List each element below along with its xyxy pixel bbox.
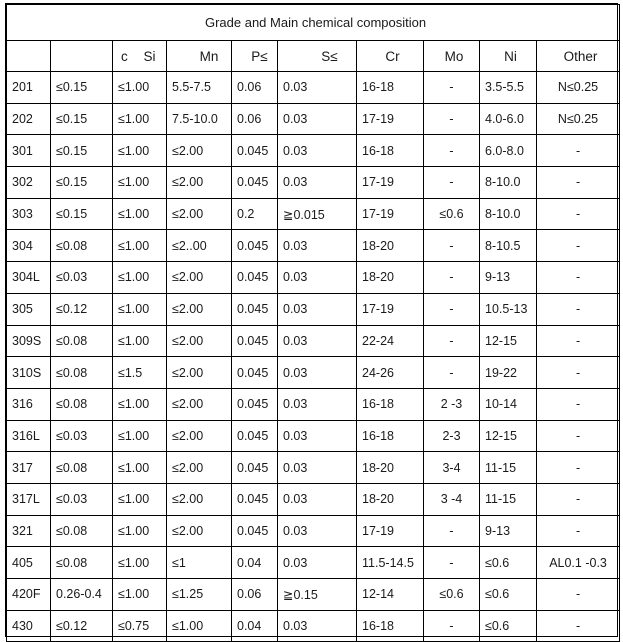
cell-ni: 8-10.5 xyxy=(480,230,537,262)
cell-p: 0.04 xyxy=(232,610,278,642)
table-row xyxy=(7,198,620,230)
cell-s: 0.03 xyxy=(278,167,357,199)
cell-mn: ≤2.00 xyxy=(167,515,232,547)
cell-mn: ≤2.00 xyxy=(167,452,232,484)
cell-other: - xyxy=(537,198,620,230)
cell-p: 0.045 xyxy=(232,357,278,389)
cell-mn: 7.5-10.0 xyxy=(167,103,232,135)
cell-ni: 9-13 xyxy=(480,262,537,294)
cell-other: - xyxy=(537,420,620,452)
cell-mo: - xyxy=(424,135,480,167)
cell-c: ≤0.15 xyxy=(51,72,113,104)
cell-si: ≤1.00 xyxy=(113,262,167,294)
header-row xyxy=(7,41,620,72)
cell-c: ≤0.15 xyxy=(51,198,113,230)
table-row xyxy=(7,388,620,420)
cell-c: ≤0.08 xyxy=(51,547,113,579)
cell-si: ≤1.00 xyxy=(113,483,167,515)
cell-s: 0.03 xyxy=(278,483,357,515)
cell-ni: 8-10.0 xyxy=(480,198,537,230)
header-cr: Cr xyxy=(357,41,424,72)
cell-grade: 303 xyxy=(7,198,51,230)
cell-grade: 309S xyxy=(7,325,51,357)
table-row xyxy=(7,293,620,325)
header-other: Other xyxy=(537,41,620,72)
cell-p: 0.06 xyxy=(232,103,278,135)
header-grade xyxy=(7,41,51,72)
cell-other: - xyxy=(537,610,620,642)
cell-cr: 18-20 xyxy=(357,230,424,262)
cell-p: 0.04 xyxy=(232,547,278,579)
cell-ni: ≤0.6 xyxy=(480,610,537,642)
cell-s: ≧0.15 xyxy=(278,579,357,611)
header-ni: Ni xyxy=(480,41,537,72)
cell-other: - xyxy=(537,483,620,515)
cell-mo: - xyxy=(424,167,480,199)
cell-s: 0.03 xyxy=(278,262,357,294)
cell-p: 0.045 xyxy=(232,483,278,515)
cell-mn: ≤2.00 xyxy=(167,483,232,515)
cell-p: 0.045 xyxy=(232,325,278,357)
composition-table-frame xyxy=(5,3,618,637)
cell-mo: - xyxy=(424,230,480,262)
cell-mn: ≤2..00 xyxy=(167,230,232,262)
cell-p: 0.045 xyxy=(232,293,278,325)
cell-si: ≤1.00 xyxy=(113,420,167,452)
cell-ni: 12-15 xyxy=(480,325,537,357)
cell-p: 0.045 xyxy=(232,515,278,547)
cell-mn: 5.5-7.5 xyxy=(167,72,232,104)
cell-p: 0.045 xyxy=(232,262,278,294)
table-row xyxy=(7,547,620,579)
cell-mo: - xyxy=(424,103,480,135)
cell-si: ≤1.00 xyxy=(113,547,167,579)
header-mo: Mo xyxy=(424,41,480,72)
cell-s: 0.03 xyxy=(278,610,357,642)
cell-mo: - xyxy=(424,515,480,547)
cell-si: ≤1.00 xyxy=(113,135,167,167)
cell-mo: 3-4 xyxy=(424,452,480,484)
cell-si: ≤1.00 xyxy=(113,167,167,199)
cell-mn: ≤2.00 xyxy=(167,167,232,199)
cell-grade: 310S xyxy=(7,357,51,389)
cell-ni: 12-15 xyxy=(480,420,537,452)
cell-mo: - xyxy=(424,357,480,389)
cell-other: - xyxy=(537,167,620,199)
cell-cr: 24-26 xyxy=(357,357,424,389)
cell-grade: 302 xyxy=(7,167,51,199)
cell-mo: - xyxy=(424,293,480,325)
header-si: Si xyxy=(113,41,167,72)
cell-si: ≤1.00 xyxy=(113,72,167,104)
cell-si: ≤1.5 xyxy=(113,357,167,389)
cell-grade: 317 xyxy=(7,452,51,484)
cell-grade: 316 xyxy=(7,388,51,420)
table-row xyxy=(7,262,620,294)
cell-other: - xyxy=(537,452,620,484)
cell-other: - xyxy=(537,262,620,294)
cell-mn: ≤1.25 xyxy=(167,579,232,611)
cell-cr: 18-20 xyxy=(357,483,424,515)
table-row xyxy=(7,579,620,611)
cell-c: ≤0.08 xyxy=(51,452,113,484)
cell-c: ≤0.03 xyxy=(51,420,113,452)
cell-other: AL0.1 -0.3 xyxy=(537,547,620,579)
cell-grade: 430 xyxy=(7,610,51,642)
table-row xyxy=(7,610,620,642)
header-mn: Mn xyxy=(167,41,232,72)
cell-other: - xyxy=(537,325,620,357)
table-row xyxy=(7,357,620,389)
cell-s: 0.03 xyxy=(278,103,357,135)
cell-mn: ≤2.00 xyxy=(167,198,232,230)
cell-ni: 6.0-8.0 xyxy=(480,135,537,167)
cell-mo: - xyxy=(424,547,480,579)
cell-cr: 17-19 xyxy=(357,103,424,135)
cell-si: ≤1.00 xyxy=(113,293,167,325)
cell-mo: ≤0.6 xyxy=(424,579,480,611)
cell-s: 0.03 xyxy=(278,135,357,167)
cell-mn: ≤2.00 xyxy=(167,388,232,420)
cell-grade: 304 xyxy=(7,230,51,262)
cell-grade: 317L xyxy=(7,483,51,515)
cell-si: ≤0.75 xyxy=(113,610,167,642)
cell-grade: 201 xyxy=(7,72,51,104)
table-row xyxy=(7,452,620,484)
cell-s: ≧0.015 xyxy=(278,198,357,230)
cell-cr: 17-19 xyxy=(357,198,424,230)
cell-mn: ≤2.00 xyxy=(167,262,232,294)
cell-cr: 17-19 xyxy=(357,167,424,199)
cell-mn: ≤1 xyxy=(167,547,232,579)
cell-ni: ≤0.6 xyxy=(480,547,537,579)
cell-mn: ≤2.00 xyxy=(167,135,232,167)
cell-mo: - xyxy=(424,325,480,357)
table-row xyxy=(7,325,620,357)
cell-si: ≤1.00 xyxy=(113,103,167,135)
cell-c: ≤0.12 xyxy=(51,293,113,325)
cell-mo: 3 -4 xyxy=(424,483,480,515)
cell-ni: 10-14 xyxy=(480,388,537,420)
cell-c: ≤0.15 xyxy=(51,103,113,135)
cell-p: 0.045 xyxy=(232,452,278,484)
cell-cr: 16-18 xyxy=(357,610,424,642)
cell-s: 0.03 xyxy=(278,325,357,357)
cell-p: 0.045 xyxy=(232,135,278,167)
header-s: S≤ xyxy=(278,41,357,72)
cell-s: 0.03 xyxy=(278,388,357,420)
table-row xyxy=(7,230,620,262)
cell-c: ≤0.15 xyxy=(51,135,113,167)
cell-c: ≤0.03 xyxy=(51,483,113,515)
cell-mo: 2-3 xyxy=(424,420,480,452)
cell-si: ≤1.00 xyxy=(113,515,167,547)
cell-cr: 17-19 xyxy=(357,515,424,547)
cell-s: 0.03 xyxy=(278,230,357,262)
header-c: c xyxy=(51,41,113,72)
cell-cr: 22-24 xyxy=(357,325,424,357)
cell-ni: 8-10.0 xyxy=(480,167,537,199)
cell-mn: ≤2.00 xyxy=(167,420,232,452)
cell-mn: ≤1.00 xyxy=(167,610,232,642)
cell-p: 0.2 xyxy=(232,198,278,230)
cell-c: ≤0.08 xyxy=(51,388,113,420)
cell-ni: 3.5-5.5 xyxy=(480,72,537,104)
header-p: P≤ xyxy=(232,41,278,72)
cell-p: 0.045 xyxy=(232,420,278,452)
cell-s: 0.03 xyxy=(278,452,357,484)
table-row xyxy=(7,167,620,199)
cell-mo: 2 -3 xyxy=(424,388,480,420)
cell-p: 0.045 xyxy=(232,388,278,420)
cell-cr: 17-19 xyxy=(357,293,424,325)
cell-cr: 16-18 xyxy=(357,135,424,167)
cell-p: 0.06 xyxy=(232,72,278,104)
cell-cr: 18-20 xyxy=(357,262,424,294)
cell-other: - xyxy=(537,230,620,262)
table-title: Grade and Main chemical composition xyxy=(7,5,620,41)
cell-s: 0.03 xyxy=(278,547,357,579)
cell-grade: 405 xyxy=(7,547,51,579)
cell-cr: 16-18 xyxy=(357,420,424,452)
cell-mo: - xyxy=(424,72,480,104)
cell-s: 0.03 xyxy=(278,420,357,452)
cell-other: - xyxy=(537,515,620,547)
cell-other: - xyxy=(537,135,620,167)
cell-cr: 18-20 xyxy=(357,452,424,484)
cell-si: ≤1.00 xyxy=(113,230,167,262)
cell-grade: 316L xyxy=(7,420,51,452)
cell-p: 0.06 xyxy=(232,579,278,611)
cell-c: ≤0.03 xyxy=(51,262,113,294)
cell-s: 0.03 xyxy=(278,72,357,104)
cell-grade: 321 xyxy=(7,515,51,547)
cell-c: ≤0.08 xyxy=(51,230,113,262)
cell-mn: ≤2.00 xyxy=(167,293,232,325)
cell-other: - xyxy=(537,579,620,611)
cell-p: 0.045 xyxy=(232,230,278,262)
table-row xyxy=(7,515,620,547)
cell-cr: 16-18 xyxy=(357,388,424,420)
table-row xyxy=(7,135,620,167)
cell-grade: 305 xyxy=(7,293,51,325)
cell-cr: 12-14 xyxy=(357,579,424,611)
cell-mn: ≤2.00 xyxy=(167,325,232,357)
cell-mo: - xyxy=(424,610,480,642)
cell-other: N≤0.25 xyxy=(537,103,620,135)
table-row xyxy=(7,103,620,135)
cell-ni: ≤0.6 xyxy=(480,579,537,611)
cell-c: ≤0.15 xyxy=(51,167,113,199)
table-row xyxy=(7,420,620,452)
cell-cr: 16-18 xyxy=(357,72,424,104)
cell-mo: ≤0.6 xyxy=(424,198,480,230)
cell-mn: ≤2.00 xyxy=(167,357,232,389)
cell-grade: 304L xyxy=(7,262,51,294)
composition-table xyxy=(6,4,620,642)
cell-c: 0.26-0.4 xyxy=(51,579,113,611)
cell-c: ≤0.08 xyxy=(51,357,113,389)
cell-p: 0.045 xyxy=(232,167,278,199)
cell-si: ≤1.00 xyxy=(113,325,167,357)
cell-s: 0.03 xyxy=(278,357,357,389)
table-row xyxy=(7,72,620,104)
cell-other: - xyxy=(537,357,620,389)
cell-s: 0.03 xyxy=(278,515,357,547)
cell-si: ≤1.00 xyxy=(113,579,167,611)
cell-c: ≤0.08 xyxy=(51,515,113,547)
cell-grade: 202 xyxy=(7,103,51,135)
cell-c: ≤0.08 xyxy=(51,325,113,357)
cell-mo: - xyxy=(424,262,480,294)
cell-other: - xyxy=(537,293,620,325)
cell-ni: 10.5-13 xyxy=(480,293,537,325)
cell-grade: 420F xyxy=(7,579,51,611)
cell-si: ≤1.00 xyxy=(113,198,167,230)
cell-other: N≤0.25 xyxy=(537,72,620,104)
cell-other: - xyxy=(537,388,620,420)
cell-ni: 11-15 xyxy=(480,483,537,515)
cell-ni: 4.0-6.0 xyxy=(480,103,537,135)
cell-c: ≤0.12 xyxy=(51,610,113,642)
cell-cr: 11.5-14.5 xyxy=(357,547,424,579)
cell-si: ≤1.00 xyxy=(113,452,167,484)
title-row xyxy=(7,5,620,41)
table-row xyxy=(7,483,620,515)
cell-ni: 11-15 xyxy=(480,452,537,484)
cell-s: 0.03 xyxy=(278,293,357,325)
cell-si: ≤1.00 xyxy=(113,388,167,420)
cell-grade: 301 xyxy=(7,135,51,167)
cell-ni: 19-22 xyxy=(480,357,537,389)
cell-ni: 9-13 xyxy=(480,515,537,547)
